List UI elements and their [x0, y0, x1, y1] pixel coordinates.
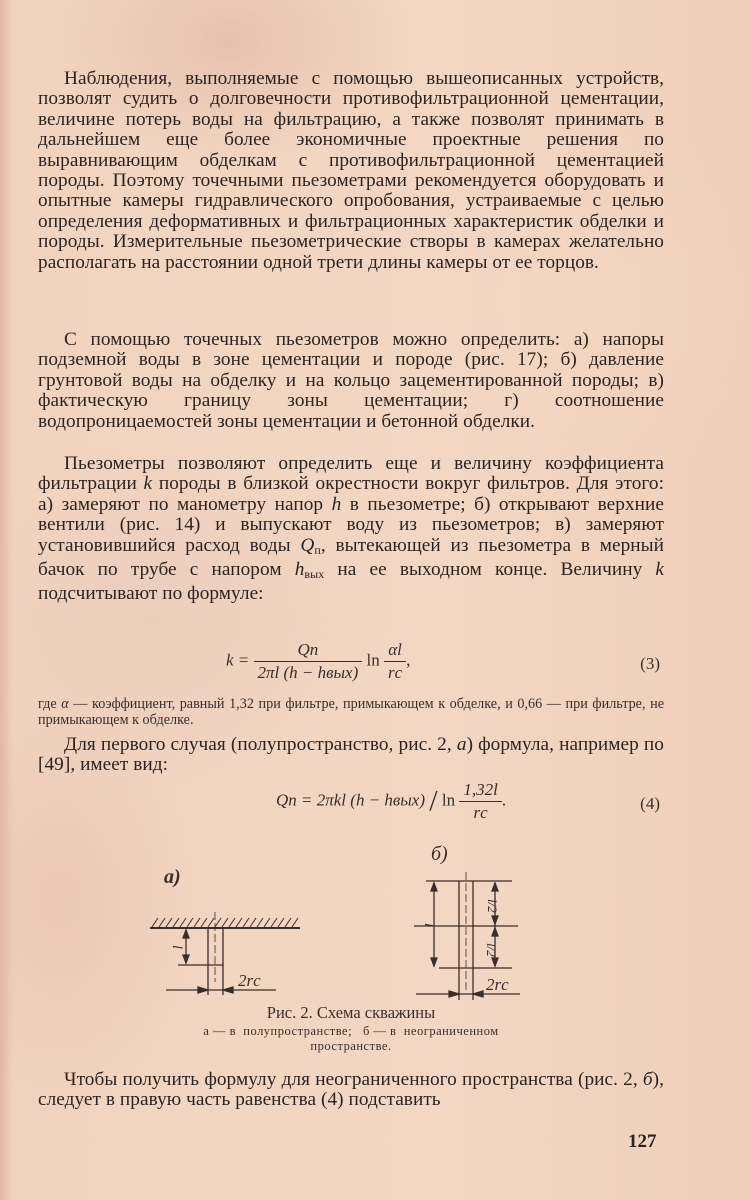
formula-4-lhs: Qп = 2πkl (h − hвых): [276, 790, 426, 810]
formula-3-note: где α — коэффициент, равный 1,32 при фильтре, примыкающем к обделке, и 0,66 — при фильтре, не примыкающем к обделке.: [38, 696, 664, 728]
paragraph-filtration-coefficient: Пьезометры позволяют определить еще и величину коэффициента фильтрации k породы в близкой окрестности вокруг фильтров. Для этого: а) замеряют по манометру напор h в пьезометре; б) открывают верхние вентили (рис. 14) и выпускают воду из пьезометров; в) замеряют установившийся расход воды $Q_п$, вытекающей из пьезометра в мерный бачок по трубе с напором $h_{вых}$ на ее выходном конце. Величину k подсчитывают по формуле:: [38, 453, 665, 605]
formula-3-lhs: k =: [226, 650, 250, 670]
dim-2rc-a: 2rс: [238, 971, 261, 990]
dim-half-top: l/2: [485, 899, 500, 913]
figure-label-b: б): [431, 843, 448, 865]
equation-number-4: (4): [640, 794, 660, 813]
formula-4: Qп = 2πkl (h − hвых) / ln $\frac{1,32l}{rс}$ . (4): [276, 780, 660, 822]
dim-half-bottom: l/2: [484, 943, 499, 957]
figure-label-a: а): [164, 866, 181, 888]
dim-l-a: l: [169, 945, 184, 949]
page-number: 127: [628, 1131, 657, 1152]
paragraph-first-case: Для первого случая (полупространство, рис. 2, а) формула, например по [49], имеет вид:: [38, 734, 664, 776]
formula-3-ln-fraction: $\frac{\alpha l}{rс}$: [384, 640, 406, 683]
figure-caption-sub1: а — в полупространстве; б — в неограниченном: [203, 1024, 499, 1038]
figure-caption-title: Рис. 2. Схема скважины: [266, 1003, 436, 1022]
formula-3: k = $\frac{Qп}{\text{2πl (h − hвых)}}$ ln $\frac{\alpha l}{rс}$ , (3): [226, 640, 660, 682]
formula-4-ln-fraction: $\frac{1,32l}{rс}$: [459, 780, 501, 823]
dim-2rc-b: 2rс: [486, 975, 509, 994]
paragraph-unbounded-space: Чтобы получить формулу для неограниченного пространства (рис. 2, б), следует в правую часть равенства (4) подставить: [38, 1069, 664, 1111]
paragraph-observations: Наблюдения, выполняемые с помощью вышеописанных устройств, позволят судить о долговечности противофильтрационной цементации, величине потерь воды на фильтрацию, а также позволят принимать в дальнейшем еще более экономичные проектные решения по выравнивающим обделкам с противофильтрационной цементацией породы. Поэтому точечными пьезометрами рекомендуется оборудовать и опытные камеры гидравлического опробования, устраиваемые с целью определения деформативных и фильтрационных характеристик обделки и породы. Измерительные пьезометрические створы в камерах желательно располагать на расстоянии одной трети длины камеры от ее торцов.: [38, 68, 664, 273]
dim-l-b: l: [421, 923, 436, 927]
paragraph-point-piezometers: С помощью точечных пьезометров можно определить: а) напоры подземной воды в зоне цементации и породе (рис. 17); б) давление грунтовой воды на обделку и на кольцо зацементированной породы; в) фактическую границу зоны цементации; г) соотношение водопроницаемостей зоны цементации и бетонной обделки.: [38, 329, 664, 432]
formula-3-fraction: $\frac{Qп}{\text{2πl (h − hвых)}}$: [254, 640, 363, 683]
figure-caption-sub2: пространстве.: [310, 1039, 392, 1053]
equation-number-3: (3): [640, 654, 660, 673]
diagram-half-space: [150, 912, 300, 995]
borehole-diagram: [38, 850, 664, 1010]
